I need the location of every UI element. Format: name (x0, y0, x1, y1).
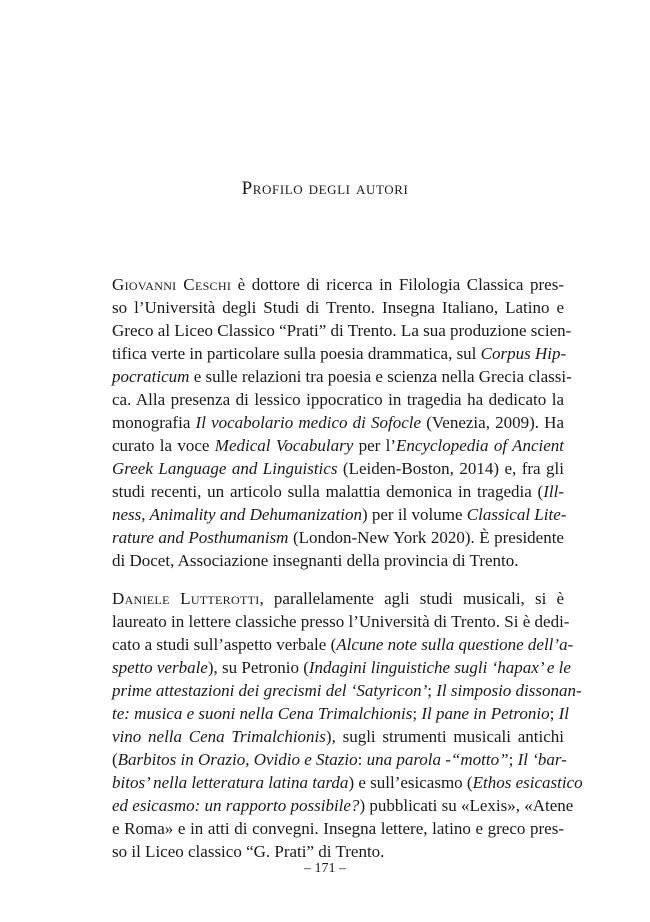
text-run: ), sugli strumenti musicali antichi (325, 727, 564, 746)
bio-line (112, 725, 564, 749)
italic-title: Il pane in Petronio (421, 704, 550, 723)
italic-title: Classical Lite- (466, 505, 567, 524)
bio-line (112, 434, 564, 458)
text-run: ; (427, 681, 437, 700)
italic-title: Alcune note sulla questione dell’a- (336, 635, 574, 654)
bio-line (112, 587, 564, 611)
italic-title: Encyclopedia of Ancient (395, 436, 564, 455)
text-run: ) pubblicati su «Lexis», «Atene (359, 796, 574, 815)
bio-line (112, 817, 564, 841)
bio-line (112, 633, 574, 657)
text-run: laureato in lettere classiche presso l’Università di Trento. Si è dedi- (112, 612, 570, 631)
italic-title: una parola -“motto” (366, 750, 509, 769)
bio-line (112, 679, 582, 703)
bio-line (112, 656, 571, 680)
bio-line (112, 342, 567, 366)
author-name: Daniele Lutterotti (112, 589, 260, 608)
italic-title: ed esicasmo: un rapporto possibile? (112, 796, 360, 815)
italic-title: prime attestazioni dei grecismi del ‘Satyricon’ (112, 681, 428, 700)
text-run: (Venezia, 2009). Ha (421, 413, 565, 432)
italic-title: ness, Animality and Dehumanization (112, 505, 362, 524)
bio-line (112, 748, 567, 772)
bio-line (112, 365, 572, 389)
text-run: so l’Università degli Studi di Trento. Insegna Italiano, Latino e (112, 298, 564, 317)
bio-line (112, 411, 564, 435)
italic-title: Il ‘bar- (517, 750, 567, 769)
italic-title: Ill- (543, 482, 564, 501)
text-run: ) per il volume (361, 505, 467, 524)
italic-title: Corpus Hip- (480, 344, 567, 363)
bio-line (112, 319, 572, 343)
text-run: cato a studi sull’aspetto verbale ( (112, 635, 337, 654)
bio-line (112, 702, 569, 726)
text-run: curato la voce (112, 436, 215, 455)
bio-line (112, 503, 567, 527)
bio-line (112, 273, 564, 297)
italic-title: Il (558, 704, 569, 723)
text-run: ( (112, 750, 118, 769)
text-run: , parallelamente agli studi musicali, si è (259, 589, 564, 608)
italic-title: Greek Language and Linguistics (112, 459, 338, 478)
text-run: (London-New York 2020). È presidente (288, 528, 564, 547)
text-run: studi recenti, un articolo sulla malattia demonica in tragedia ( (112, 482, 544, 501)
text-run: è dottore di ricerca in Filologia Classica pres- (231, 275, 564, 294)
text-run: so il Liceo classico “G. Prati” di Trento. (112, 842, 385, 861)
text-run: e Roma» e in atti di convegni. Insegna lettere, latino e greco pres- (112, 819, 564, 838)
text-run: di Docet, Associazione insegnanti della provincia di Trento. (112, 551, 519, 570)
text-run: ) e sull’esicasmo ( (348, 773, 473, 792)
bio-line (112, 388, 564, 412)
bio-line (112, 296, 564, 320)
italic-title: bitos’ nella letteratura latina tarda (112, 773, 349, 792)
text-run: tifica verte in particolare sulla poesia drammatica, sul (112, 344, 481, 363)
italic-title: Ethos esicastico (472, 773, 583, 792)
bio-line (112, 526, 564, 550)
text-run: ca. Alla presenza di lessico ippocratico in tragedia ha dedicato la (112, 390, 564, 409)
italic-title: Il vocabolario medico di Sofocle (195, 413, 422, 432)
page-number: – 171 – (304, 861, 346, 876)
bio-line (112, 480, 564, 504)
text-run: per l’ (353, 436, 396, 455)
text-run: : (357, 750, 367, 769)
text-run: (Leiden-Boston, 2014) e, fra gli (337, 459, 564, 478)
italic-title: te: musica e suoni nella Cena Trimalchionis (112, 704, 413, 723)
author-name: Giovanni Ceschi (112, 275, 232, 294)
italic-title: vino nella Cena Trimalchionis (112, 727, 326, 746)
text-run: ; (412, 704, 422, 723)
italic-title: pocraticum (112, 367, 190, 386)
italic-title: Indagini linguistiche sugli ‘hapax’ e le (308, 658, 571, 677)
bio-line (112, 457, 564, 481)
bio-line (112, 794, 574, 818)
text-run: Greco al Liceo Classico “Prati” di Trento. La sua produzione scien- (112, 321, 572, 340)
bio-line (112, 549, 564, 573)
italic-title: Barbitos in Orazio, Ovidio e Stazio (117, 750, 358, 769)
bio-text (231, 275, 564, 294)
text-run: monografia (112, 413, 196, 432)
bio-line (112, 771, 583, 795)
text-run: e sulle relazioni tra poesia e scienza nella Grecia classi- (189, 367, 572, 386)
italic-title: Medical Vocabulary (214, 436, 354, 455)
italic-title: Il simposio dissonan- (436, 681, 582, 700)
italic-title: spetto verbale (112, 658, 208, 677)
bio-text (260, 589, 564, 608)
italic-title: rature and Posthumanism (112, 528, 289, 547)
text-run: ; (508, 750, 518, 769)
text-run: ; (549, 704, 559, 723)
bio-line (112, 610, 570, 634)
page-title: Profilo degli autori (241, 178, 409, 199)
text-run: ), su Petronio ( (207, 658, 309, 677)
